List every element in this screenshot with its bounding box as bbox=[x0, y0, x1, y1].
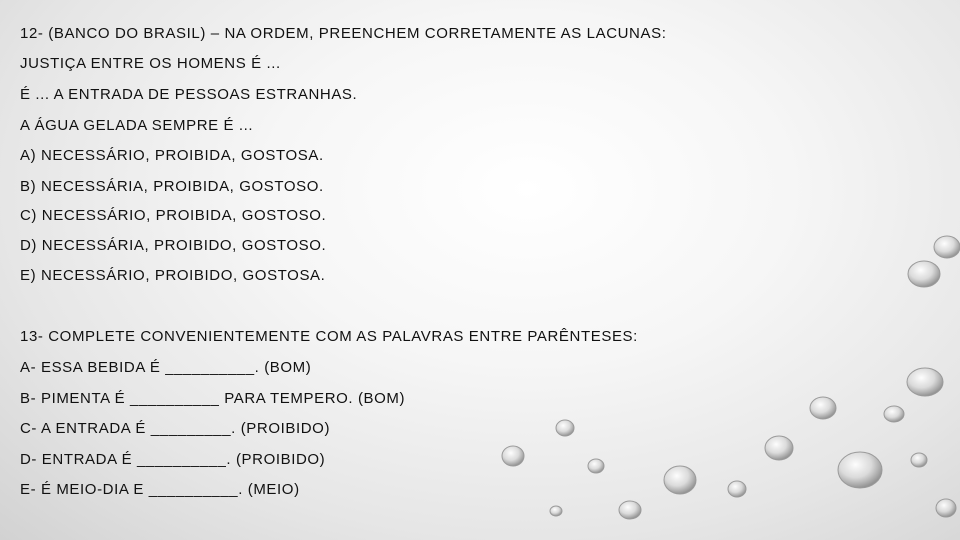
water-drop bbox=[936, 499, 956, 517]
q13-item-d: D- ENTRADA É __________. (PROIBIDO) bbox=[20, 451, 326, 468]
q13-item-c: C- A ENTRADA É _________. (PROIBIDO) bbox=[20, 420, 331, 437]
q12-option-a: A) NECESSÁRIO, PROIBIDA, GOSTOSA. bbox=[20, 147, 324, 164]
q12-option-d: D) NECESSÁRIA, PROIBIDO, GOSTOSO. bbox=[20, 237, 327, 254]
q12-sentence: É ... A ENTRADA DE PESSOAS ESTRANHAS. bbox=[20, 86, 358, 103]
water-drop bbox=[908, 261, 940, 287]
water-drop bbox=[550, 506, 562, 516]
q13-item-e: E- É MEIO-DIA E __________. (MEIO) bbox=[20, 481, 300, 498]
water-drop bbox=[728, 481, 746, 497]
water-drop bbox=[810, 397, 836, 419]
water-drop bbox=[934, 236, 960, 258]
q12-sentence: JUSTIÇA ENTRE OS HOMENS É ... bbox=[20, 55, 281, 72]
q13-item-b: B- PIMENTA É __________ PARA TEMPERO. (BOM) bbox=[20, 390, 406, 407]
water-drop bbox=[664, 466, 696, 494]
q13-title: 13- COMPLETE CONVENIENTEMENTE COM AS PALAVRAS ENTRE PARÊNTESES: bbox=[20, 328, 638, 345]
water-drop bbox=[884, 406, 904, 422]
q12-option-e: E) NECESSÁRIO, PROIBIDO, GOSTOSA. bbox=[20, 267, 326, 284]
water-drop bbox=[588, 459, 604, 473]
water-drop bbox=[502, 446, 524, 466]
q12-option-c: C) NECESSÁRIO, PROIBIDA, GOSTOSO. bbox=[20, 207, 327, 224]
water-drop bbox=[619, 501, 641, 519]
q12-option-b: B) NECESSÁRIA, PROIBIDA, GOSTOSO. bbox=[20, 178, 324, 195]
water-drop bbox=[556, 420, 574, 436]
q12-sentence: A ÁGUA GELADA SEMPRE É ... bbox=[20, 117, 254, 134]
q13-item-a: A- ESSA BEBIDA É __________. (BOM) bbox=[20, 359, 312, 376]
water-drop bbox=[765, 436, 793, 460]
water-drop bbox=[838, 452, 882, 488]
q12-title: 12- (BANCO DO BRASIL) – NA ORDEM, PREENCHEM CORRETAMENTE AS LACUNAS: bbox=[20, 25, 667, 42]
water-drop bbox=[907, 368, 943, 396]
water-drop bbox=[911, 453, 927, 467]
